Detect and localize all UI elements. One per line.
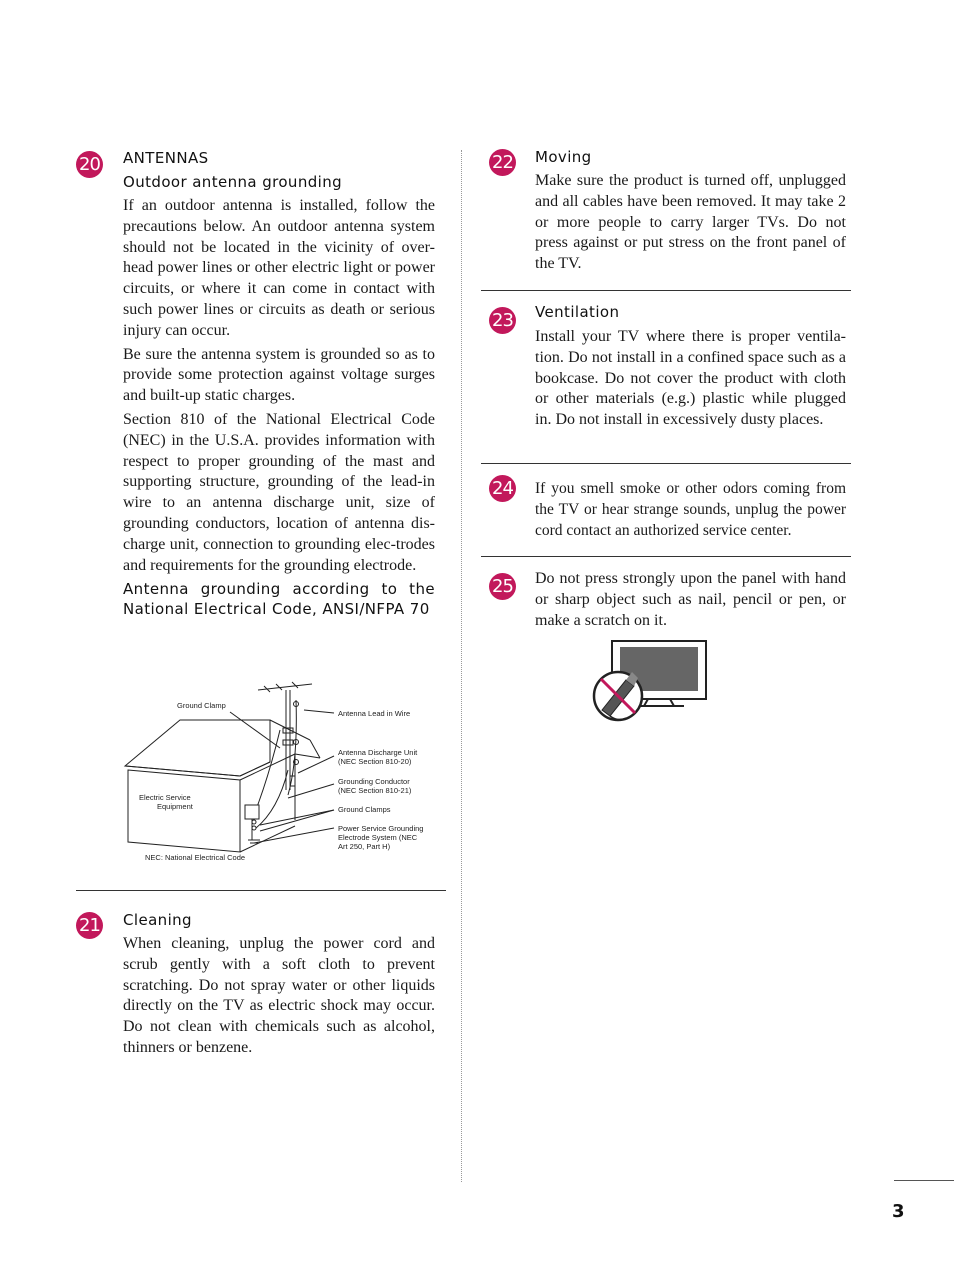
section-title: Moving — [535, 148, 592, 166]
label-electric-service: Electric Service — [139, 793, 191, 802]
section-subtitle: Outdoor antenna grounding — [123, 173, 343, 191]
section-number-badge: 21 — [76, 912, 103, 939]
section-divider — [481, 290, 851, 291]
label-discharge-unit: Antenna Discharge Unit — [338, 748, 418, 757]
no-sharp-object-icon — [588, 638, 710, 724]
label-grounding-conductor-section: (NEC Section 810-21) — [338, 786, 412, 795]
section-divider — [76, 890, 446, 891]
section-title: Ventilation — [535, 303, 620, 321]
paragraph: If an outdoor antenna is installed, follow the precautions below. An outdoor antenna system should not be located in the vicinity of over-head power lines or other electric light or power circuits, or where it can come in contact with such power lines or circuits as death or serious injury can occur. — [123, 197, 435, 339]
section-body: Do not press strongly upon the panel with hand or sharp object such as nail, pencil or pen, or make a scratch on it. — [535, 570, 846, 629]
section-number-badge: 22 — [489, 149, 516, 176]
section-title: ANTENNAS — [123, 149, 209, 167]
section-number-badge: 23 — [489, 307, 516, 334]
page-number: 3 — [892, 1201, 905, 1222]
section-body: Install your TV where there is proper ventila-tion. Do not install in a confined space such as a bookcase. Do not cover the product with cloth or other materials (e.g.) plastic while plugged in. Do not install in excessively dusty places. — [535, 328, 846, 429]
column-divider — [461, 150, 462, 1182]
section-title: Cleaning — [123, 911, 192, 929]
label-electric-service-2: Equipment — [157, 802, 193, 811]
section-divider — [481, 556, 851, 557]
label-discharge-unit-section: (NEC Section 810-20) — [338, 757, 412, 766]
section-body: If you smell smoke or other odors coming from the TV or hear strange sounds, unplug the power cord contact an authorized service center. — [535, 480, 846, 539]
section-body — [123, 172, 435, 619]
paragraph: Be sure the antenna system is grounded so as to provide some protection against voltage surges and built-up static charges. — [123, 345, 435, 405]
page-number-rule — [894, 1180, 954, 1181]
paragraph: Section 810 of the National Electrical Code (NEC) in the U.S.A. provides information with respect to proper grounding of the mast and supporting structure, grounding of the lead-in wire to an antenna discharge unit, size of grounding conductors, location of antenna dis-charge unit, connection to grounding elec-trodes and requirements for the grounding electrode. — [123, 410, 435, 574]
section-body: When cleaning, unplug the power cord and scrub gently with a soft cloth to prevent scratching. Do not spray water or other liquids directly on the TV as electric shock may occur. Do not clean with chemicals such as alcohol, thinners or benzene. — [123, 935, 435, 1056]
label-power-service-2: Electrode System (NEC — [338, 833, 418, 842]
label-ground-clamp: Ground Clamp — [177, 701, 226, 710]
section-number-badge: 24 — [489, 475, 516, 502]
section-body: Make sure the product is turned off, unplugged and all cables have been removed. It may take 2 or more people to carry larger TVs. Do not press against or put stress on the front panel of the TV. — [535, 172, 846, 273]
section-divider — [481, 463, 851, 464]
label-power-service-3: Art 250, Part H) — [338, 842, 391, 851]
label-grounding-conductor: Grounding Conductor — [338, 777, 410, 786]
label-antenna-lead: Antenna Lead in Wire — [338, 709, 411, 718]
section-number-badge: 20 — [76, 151, 103, 178]
label-ground-clamps: Ground Clamps — [338, 805, 391, 814]
section-subtitle: Antenna grounding according to the National Electrical Code, ANSI/NFPA 70 — [123, 580, 435, 619]
antenna-grounding-diagram — [120, 670, 440, 870]
section-number-badge: 25 — [489, 573, 516, 600]
label-nec: NEC: National Electrical Code — [145, 853, 246, 862]
label-power-service: Power Service Grounding — [338, 824, 424, 833]
